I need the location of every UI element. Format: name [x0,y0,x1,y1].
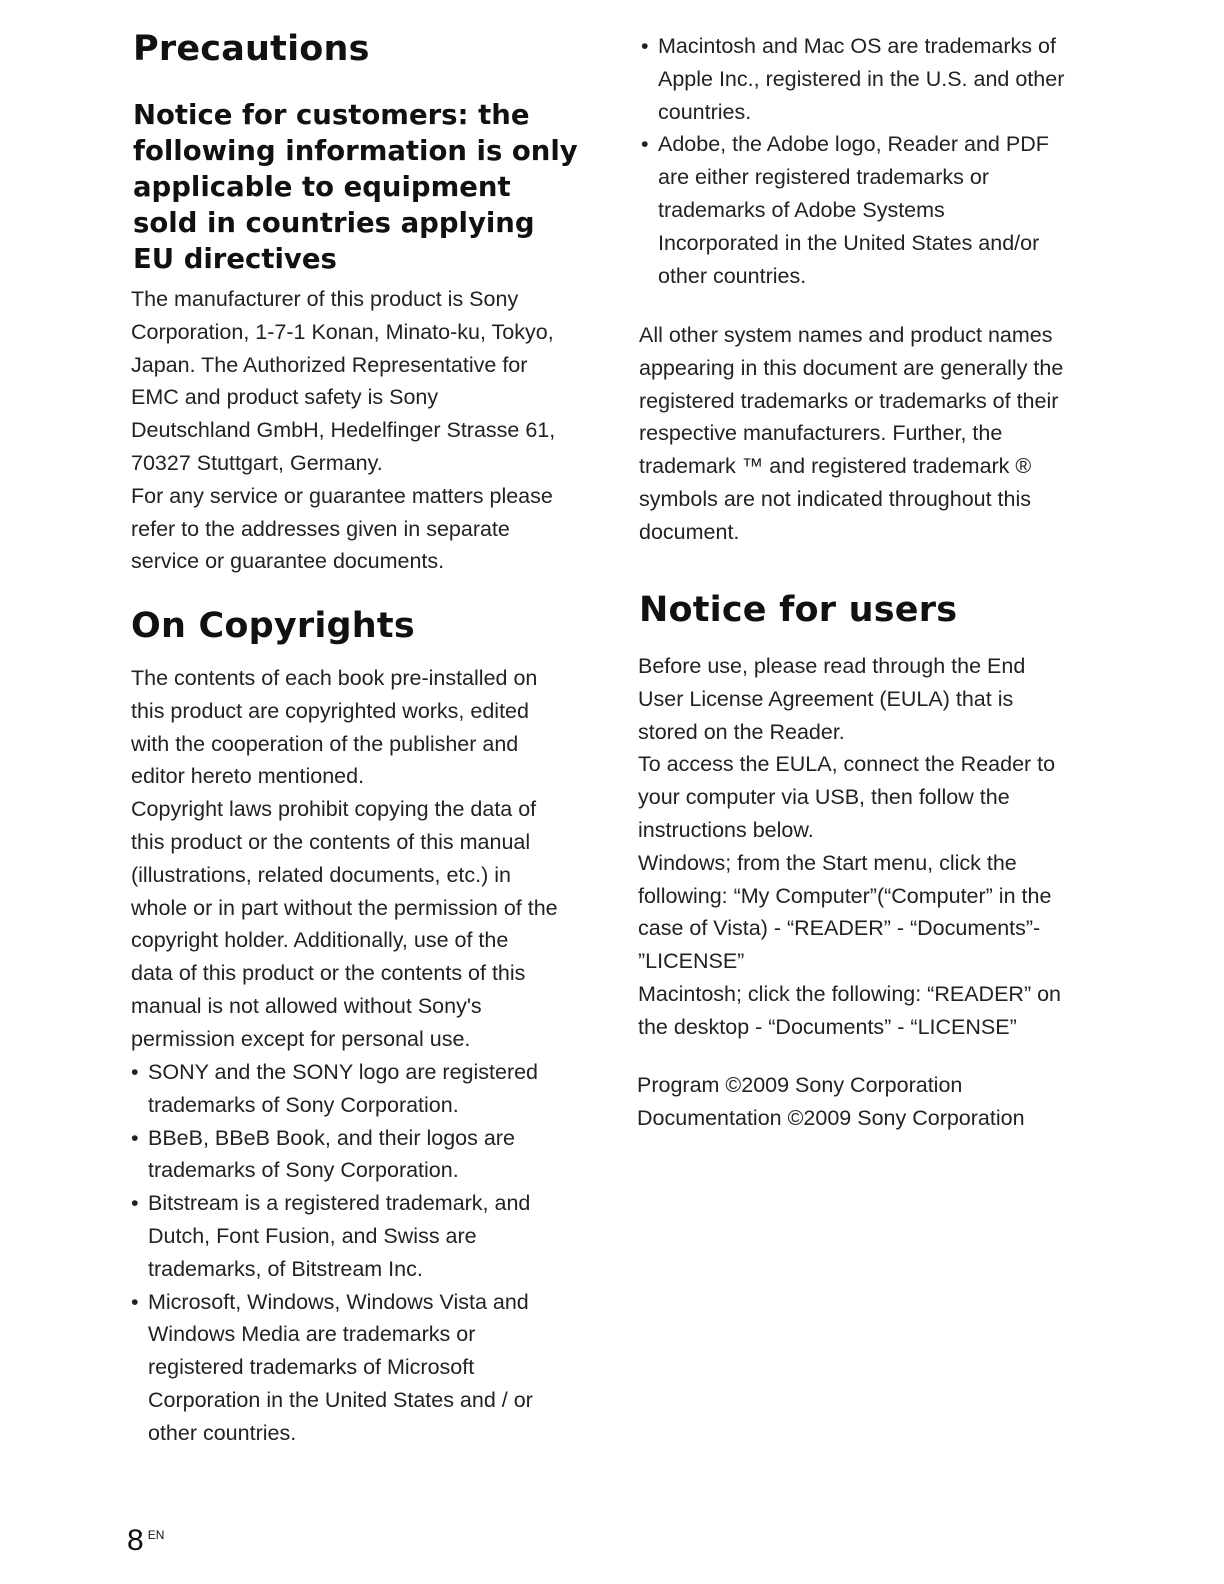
text-line: • Macintosh and Mac OS are trademarks of [658,34,1056,58]
text-line: User License Agreement (EULA) that is [638,686,1014,711]
text-line: copyright holder. Additionally, use of the [131,928,509,953]
text-line: All other system names and product names [639,323,1053,347]
text-line: Corporation, 1-7-1 Konan, Minato-ku, Tokyo, [131,319,554,344]
list-item [131,1187,601,1285]
text-line: Windows Media are trademarks or [148,1322,476,1347]
text-line: For any service or guarantee matters please [131,483,553,508]
text-line: Apple Inc., registered in the U.S. and other [658,66,1065,91]
notice-for-users-paragraph [638,650,1118,1044]
text-line: • Bitstream is a registered trademark, and [148,1191,531,1216]
list-item [131,1056,601,1122]
text-line: (illustrations, related documents, etc.) in [131,862,511,887]
text-line: Copyright laws prohibit copying the data of [131,797,537,822]
text-line: case of Vista) - “READER” - “Documents”- [638,916,1041,941]
page-number: 8 [127,1524,144,1557]
text-line: your computer via USB, then follow the [638,785,1010,810]
eu-notice-heading-line: following information is only [133,135,578,167]
text-line: Before use, please read through the End [638,654,1026,678]
text-line: trademark ™ and registered trademark ® [639,454,1032,479]
text-line: trademarks of Sony Corporation. [148,1092,459,1117]
text-line: Japan. The Authorized Representative for [131,352,528,377]
text-line: the desktop - “Documents” - “LICENSE” [638,1014,1017,1039]
text-line: • Microsoft, Windows, Windows Vista and [148,1289,529,1314]
manufacturer-paragraph [131,283,611,578]
text-line: • Adobe, the Adobe logo, Reader and PDF [658,132,1049,157]
list-item [131,1122,601,1188]
text-line: other countries. [148,1420,297,1445]
notice-for-users-heading: Notice for users [639,590,958,630]
text-line: 70327 Stuttgart, Germany. [131,450,383,475]
text-line: Incorporated in the United States and/or [658,230,1040,255]
language-code: EN [147,1528,165,1542]
text-line: • SONY and the SONY logo are registered [148,1060,539,1084]
text-line: this product or the contents of this manual [131,829,531,854]
copyright-paragraph [131,662,611,1056]
precautions-heading: Precautions [133,29,370,69]
text-line: countries. [658,99,752,124]
text-line: respective manufacturers. Further, the [639,421,1003,446]
trademark-list-right [641,30,1116,292]
text-line: Windows; from the Start menu, click the [638,850,1017,875]
text-line: trademarks of Sony Corporation. [148,1158,459,1183]
text-line: with the cooperation of the publisher and [131,731,519,756]
eu-notice-heading [133,97,613,277]
copyrights-heading: On Copyrights [131,606,415,646]
text-line: trademarks of Adobe Systems [658,197,945,222]
text-line: instructions below. [638,817,814,842]
text-line: symbols are not indicated throughout this [639,486,1032,511]
eu-notice-heading-line: EU directives [133,243,337,275]
trademark-list-left [131,1056,601,1450]
text-line: registered trademarks or trademarks of their [639,388,1059,413]
text-line: whole or in part without the permission of the [131,895,558,920]
text-line: permission except for personal use. [131,1026,471,1051]
text-line: refer to the addresses given in separate [131,516,510,541]
text-line: this product are copyrighted works, edited [131,698,529,723]
text-line: Corporation in the United States and / or [148,1387,533,1412]
text-line: The manufacturer of this product is Sony [131,287,519,311]
text-line: trademarks, of Bitstream Inc. [148,1256,423,1281]
page-footer [127,1524,164,1558]
eu-notice-heading-line: sold in countries applying [133,207,535,239]
program-copyright: Program ©2009 Sony Corporation [637,1073,963,1097]
text-line: editor hereto mentioned. [131,764,365,789]
text-line: manual is not allowed without Sony's [131,993,482,1018]
text-line: Deutschland GmbH, Hedelfinger Strasse 61, [131,418,556,443]
documentation-copyright: Documentation ©2009 Sony Corporation [637,1105,1025,1130]
text-line: To access the EULA, connect the Reader to [638,752,1056,777]
other-names-paragraph [639,319,1119,549]
text-line: • BBeB, BBeB Book, and their logos are [148,1125,515,1150]
text-line: appearing in this document are generally the [639,355,1064,380]
list-item [131,1286,601,1450]
text-line: following: “My Computer”(“Computer” in the [638,883,1052,908]
text-line: EMC and product safety is Sony [131,385,439,410]
text-line: are either registered trademarks or [658,165,990,190]
text-line: registered trademarks of Microsoft [148,1355,475,1380]
text-line: Macintosh; click the following: “READER” on [638,981,1061,1006]
text-line: other countries. [658,263,807,288]
text-line: The contents of each book pre-installed on [131,666,538,690]
eu-notice-heading-line: applicable to equipment [133,171,511,203]
text-line: service or guarantee documents. [131,549,445,574]
text-line: Dutch, Font Fusion, and Swiss are [148,1223,477,1248]
text-line: stored on the Reader. [638,719,845,744]
copyright-notice [637,1069,1117,1135]
eu-notice-heading-line: Notice for customers: the [133,99,530,131]
list-item [641,128,1116,292]
text-line: data of this product or the contents of this [131,961,526,986]
text-line: ”LICENSE” [638,949,745,974]
text-line: document. [639,519,740,544]
list-item [641,30,1116,128]
